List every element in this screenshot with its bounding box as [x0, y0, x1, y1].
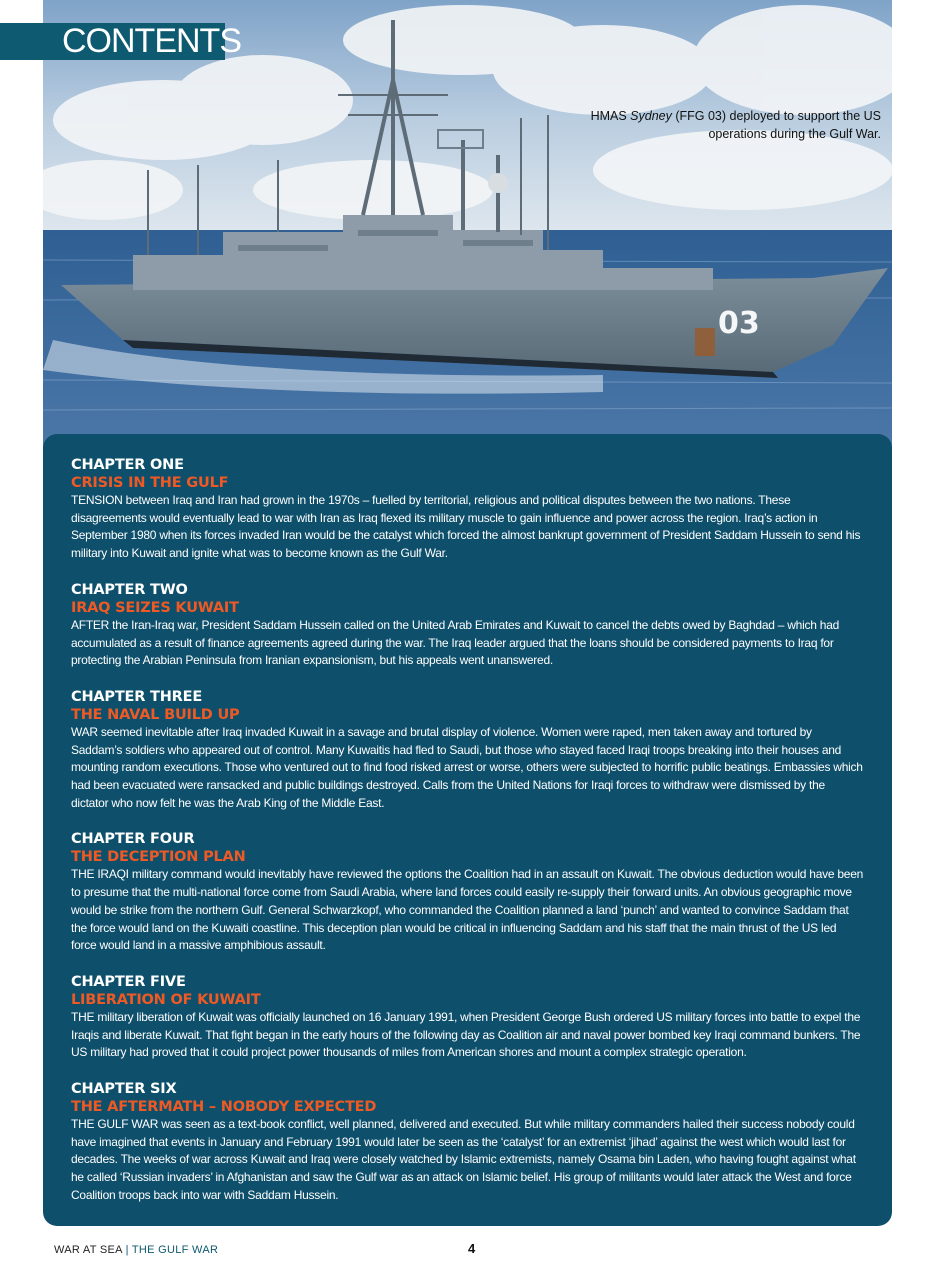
hero-photo: [43, 0, 892, 448]
caption-ship-name: Sydney: [630, 109, 672, 123]
chapter-number: CHAPTER SIX: [71, 1081, 177, 1098]
chapter-title: IRAQ SEIZES KUWAIT: [71, 599, 239, 616]
page-number: 4: [468, 1241, 476, 1256]
chapter-title: LIBERATION OF KUWAIT: [71, 991, 261, 1008]
caption-rest: (FFG 03) deployed to support the US operations during the Gulf War.: [671, 109, 881, 141]
chapters-panel: [43, 434, 892, 1226]
chapter-title: THE AFTERMATH – NOBODY EXPECTED: [71, 1099, 377, 1116]
footer-separator: |: [122, 1244, 132, 1256]
chapter-number: CHAPTER FIVE: [71, 973, 186, 990]
caption-prefix: HMAS: [590, 109, 631, 123]
chapter-summary: THE military liberation of Kuwait was officially launched on 16 January 1991, when President George Bush ordered US military forces into battle to expel the Iraqis and liberate Kuwait. That fight began in the early hours of the following day as Coalition air and naval power bombed key Iraqi command bunkers. The US military had proved that it could project power thousands of miles from American shores and mount a complex strategic operation.: [71, 1009, 861, 1060]
section-title: CONTENTS: [0, 23, 225, 60]
chapter-title: CRISIS IN THE GULF: [71, 475, 229, 491]
hull-number: 03: [718, 306, 760, 341]
chapter-one: [71, 456, 864, 563]
chapter-title: THE DECEPTION PLAN: [71, 849, 246, 866]
anchor-rust: [695, 328, 715, 356]
chapter-summary: WAR seemed inevitable after Iraq invaded Kuwait in a savage and brutal display of violence. Women were raped, men taken away and tortured by Saddam’s soldiers who appeared out of control. Many Kuwaitis had fled to Saudi, but those who stayed faced Iraqi troops breaking into their houses and mounting random executions. Those who ventured out to find food risked arrest or worse, others were subjected to horrific public beatings. Embassies which had been evacuated were ransacked and public buildings destroyed. Calls from the United Nations for Iraqi forces to withdraw were dismissed by the dictator who now felt he was the Arab King of the Middle East.: [71, 724, 863, 810]
photo-caption: [581, 107, 881, 143]
chapter-number: CHAPTER TWO: [71, 581, 188, 598]
frigate-illustration: [43, 0, 892, 448]
chapter-number: CHAPTER ONE: [71, 457, 184, 473]
chapter-summary: TENSION between Iraq and Iran had grown in the 1970s – fuelled by territorial, religious and political disputes between the two nations. These disagreements would eventually lead to war with Iran as Iraq flexed its military muscle to gain influence and power across the region. Iraq’s action in September 1980 when its forces invaded Iran would be the catalyst which forced the almost bankrupt government of President Saddam Hussein to send his military into Kuwait and ignite what was to become known as the Gulf War.: [71, 493, 861, 561]
radar-dome: [488, 173, 508, 193]
chapter-title: THE NAVAL BUILD UP: [71, 706, 240, 723]
chapter-number: CHAPTER FOUR: [71, 831, 195, 848]
issue-title: THE GULF WAR: [131, 1244, 219, 1256]
chapter-two: [71, 581, 864, 670]
chapter-summary: AFTER the Iran-Iraq war, President Saddam Hussein called on the United Arab Emirates and Kuwait to cancel the debts owed by Baghdad – which had accumulated as a result of finance agreements agreed during the war. The Iraq leader argued that the loans should be considered payments to Iraq for protecting the Arabian Peninsula from Iranian expansionism, but his appeals went unanswered.: [71, 617, 840, 668]
chapter-four: [71, 830, 864, 955]
chapter-three: [71, 688, 864, 813]
chapter-summary: THE IRAQI military command would inevitably have reviewed the options the Coalition had in an assault on Kuwait. The obvious deduction would have been to presume that the multi-national force come from Saudi Arabia, where land forces could easily re-supply their forward units. An obvious geographic move would be strike from the northern Gulf. General Schwarzkopf, who commanded the Coalition planned a land ‘punch’ and wanted to convince Saddam that the force would land on the Kuwaiti coastline. This deception plan would be critical in influencing Saddam and his staff that the main thrust of the US led force would land in a massive amphibious assault.: [71, 867, 864, 953]
footer-publication: [54, 1244, 218, 1256]
chapter-summary: THE GULF WAR was seen as a text-book conflict, well planned, delivered and executed. But while military commanders hailed their success nobody could have imagined that events in January and February 1991 would later be seen as the ‘catalyst’ for an extremist ‘jihad’ against the west which would last for decades. The weeks of war across Kuwait and Iraq were closely watched by Islamic extremists, namely Osama bin Laden, who having fought against what he called ‘Russian invaders’ in Afghanistan and saw the Gulf war as an attack on Islamic belief. His group of militants would later attack the West and force Coalition troops back into war with Saddam Hussein.: [71, 1117, 856, 1202]
chapter-number: CHAPTER THREE: [71, 688, 203, 705]
chapter-five: [71, 973, 864, 1062]
publication-name: WAR AT SEA: [54, 1244, 123, 1256]
chapter-six: [71, 1080, 864, 1205]
